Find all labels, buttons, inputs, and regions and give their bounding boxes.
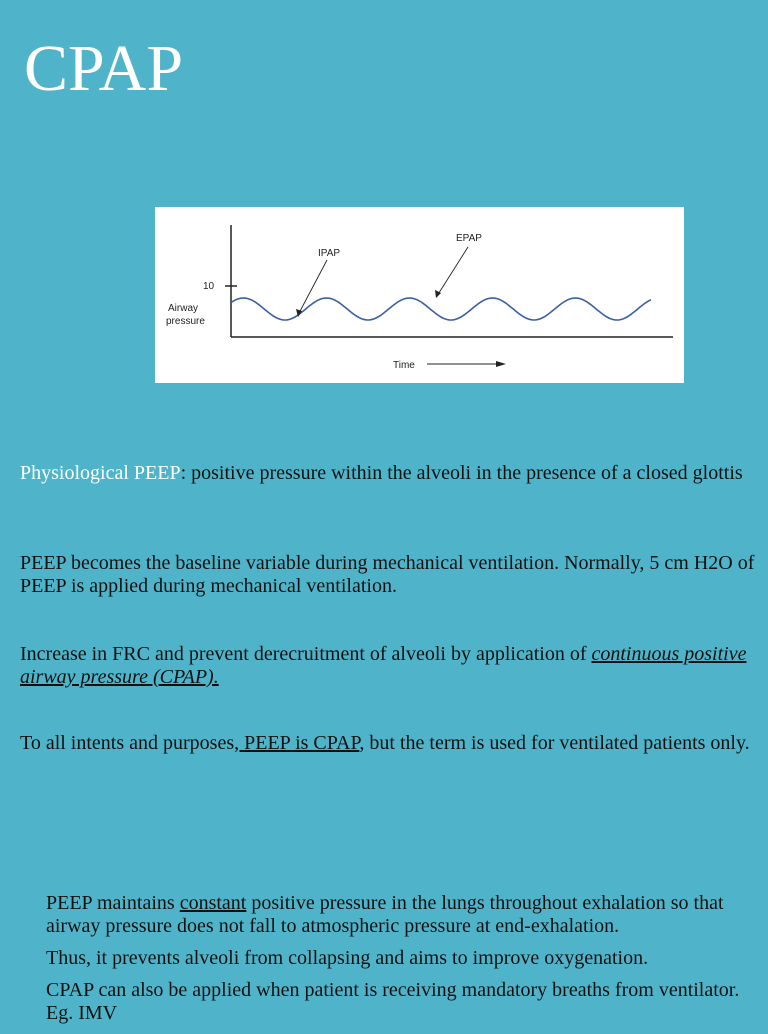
label-10: 10 xyxy=(203,281,215,292)
label-epap: EPAP xyxy=(456,233,482,244)
paragraph-baseline: PEEP becomes the baseline variable during mechanical ventilation. Normally, 5 cm H2O of PEEP is applied during mechanical ventilation. xyxy=(20,552,755,597)
label-pressure: pressure xyxy=(166,316,205,327)
intents-text-end: , but the term is used for ventilated patients only. xyxy=(359,732,750,754)
bullet-item: CPAP can also be applied when patient is receiving mandatory breaths from ventilator. Eg. IMV xyxy=(46,979,740,1024)
bullet-list xyxy=(46,892,761,1034)
bullet-1-start: PEEP maintains xyxy=(46,892,180,914)
time-arrowhead xyxy=(496,361,506,367)
intents-text-start: To all intents and purposes xyxy=(20,732,235,754)
label-time: Time xyxy=(393,360,415,371)
airway-pressure-figure xyxy=(155,207,684,383)
cpap-link[interactable]: continuous positive airway pressure (CPAP). xyxy=(20,643,747,688)
bullet-1-end: positive pressure in the lungs throughout exhalation so that airway pressure does not fall to atmospheric pressure at end-exhalation. xyxy=(46,892,724,937)
constant-link[interactable]: constant xyxy=(179,892,247,914)
ipap-arrow xyxy=(298,260,327,315)
paragraph-intents xyxy=(20,732,765,755)
bullet-item xyxy=(46,892,761,938)
pressure-waveform-diagram xyxy=(155,207,684,383)
physiological-peep-term: Physiological PEEP xyxy=(20,462,181,484)
frc-text: Increase in FRC and prevent derecruitment of alveoli by application of xyxy=(20,643,592,665)
label-ipap: IPAP xyxy=(318,248,341,259)
paragraph-frc xyxy=(20,643,765,689)
peep-is-cpap-link[interactable]: , PEEP is CPAP xyxy=(234,732,360,754)
physiological-peep-definition: : positive pressure within the alveoli in the presence of a closed glottis xyxy=(180,462,743,484)
pressure-waveform xyxy=(231,298,651,320)
bullet-item: Thus, it prevents alveoli from collapsing and aims to improve oxygenation. xyxy=(46,947,649,969)
epap-arrow xyxy=(437,247,468,296)
paragraph-physiological-peep xyxy=(20,462,765,485)
label-airway: Airway xyxy=(168,303,199,314)
slide-title: CPAP xyxy=(24,32,184,105)
